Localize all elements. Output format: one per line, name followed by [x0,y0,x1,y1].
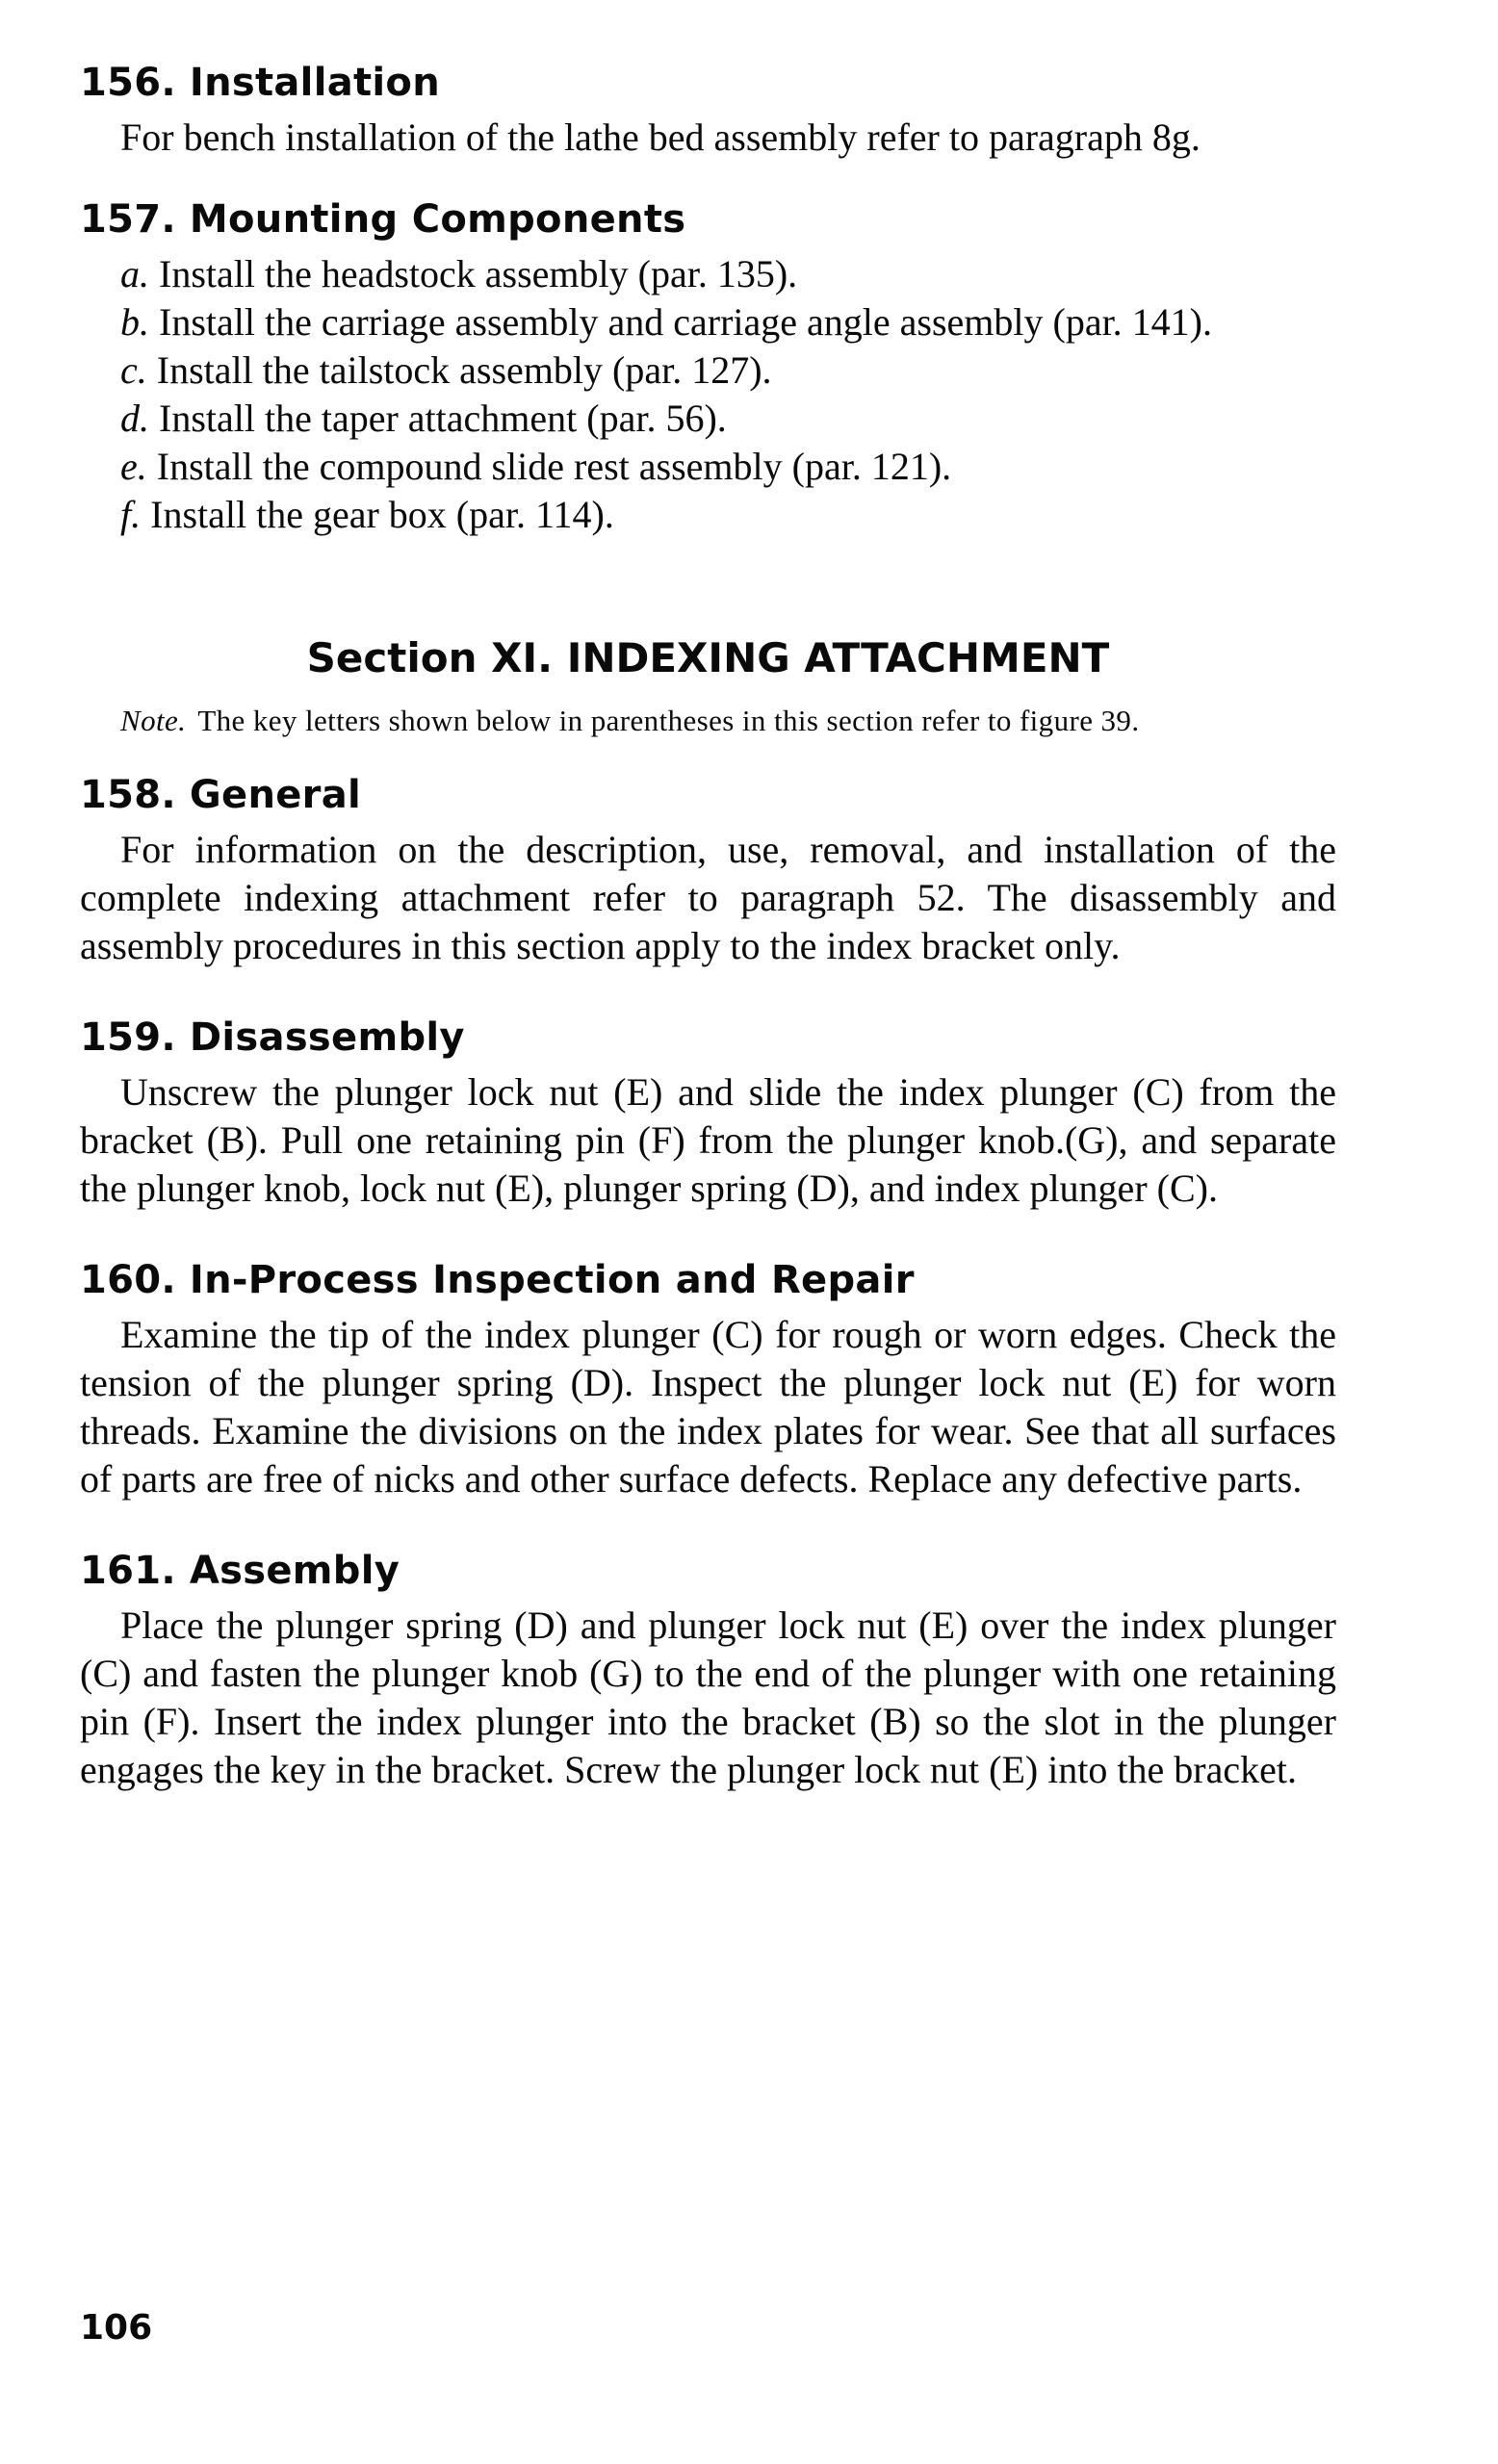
paragraph-160: Examine the tip of the index plunger (C) for rough or worn edges. Check the tension of the plunger spring (D). Inspect the plunger lock nut (E) for worn threads. Examine the divisions on the index plates for wear. See that all surfaces of parts are free of nicks and other surface defects. Replace any defective parts. [80,1313,1336,1501]
paragraph-158: For information on the description, use, removal, and installation of the complete indexing attachment refer to paragraph 52. The disassembly and assembly procedures in this section apply to the index bracket only. [80,828,1336,967]
section-157 [80,194,1336,539]
section-161 [80,1546,1336,1794]
section-xi [80,631,1336,741]
heading-157: 157. Mounting Components [80,197,686,242]
list-item: a. Install the headstock assembly (par. 135). [120,252,798,295]
page-content [80,58,1336,1794]
list-item: b. Install the carriage assembly and carriage angle assembly (par. 141). [120,300,1213,344]
heading-159: 159. Disassembly [80,1015,465,1060]
paragraph-161: Place the plunger spring (D) and plunger lock nut (E) over the index plunger (C) and fasten the plunger knob (G) to the end of the plunger with one retaining pin (F). Insert the index plunger into the bracket (B) so the slot in the plunger engages the key in the bracket. Screw the plunger lock nut (E) into the bracket. [80,1604,1336,1791]
heading-160: 160. In-Process Inspection and Repair [80,1258,915,1302]
section-title: Section XI. INDEXING ATTACHMENT [306,634,1110,681]
list-item: f. Install the gear box (par. 114). [120,493,614,536]
mounting-steps-list [80,250,1336,539]
heading-158: 158. General [80,773,362,817]
section-158 [80,770,1336,970]
note: Note. The key letters shown below in parentheses in this section refer to figure 39. [120,704,1140,737]
section-160 [80,1255,1336,1503]
paragraph-156: For bench installation of the lathe bed assembly refer to paragraph 8g. [120,116,1201,159]
section-156 [80,58,1336,162]
page-number: 106 [80,2308,153,2348]
paragraph-159: Unscrew the plunger lock nut (E) and slide the index plunger (C) from the bracket (B). Pull one retaining pin (F) from the plunger knob.(G), and separate the plunger knob, lock nut (E), plunger spring (D), and index plunger (C). [80,1070,1336,1210]
list-item: d. Install the taper attachment (par. 56). [120,397,727,440]
heading-161: 161. Assembly [80,1549,400,1593]
section-159 [80,1013,1336,1213]
list-item: c. Install the tailstock assembly (par. 127). [120,348,772,392]
list-item: e. Install the compound slide rest assembly (par. 121). [120,445,952,488]
heading-156: 156. Installation [80,61,440,105]
